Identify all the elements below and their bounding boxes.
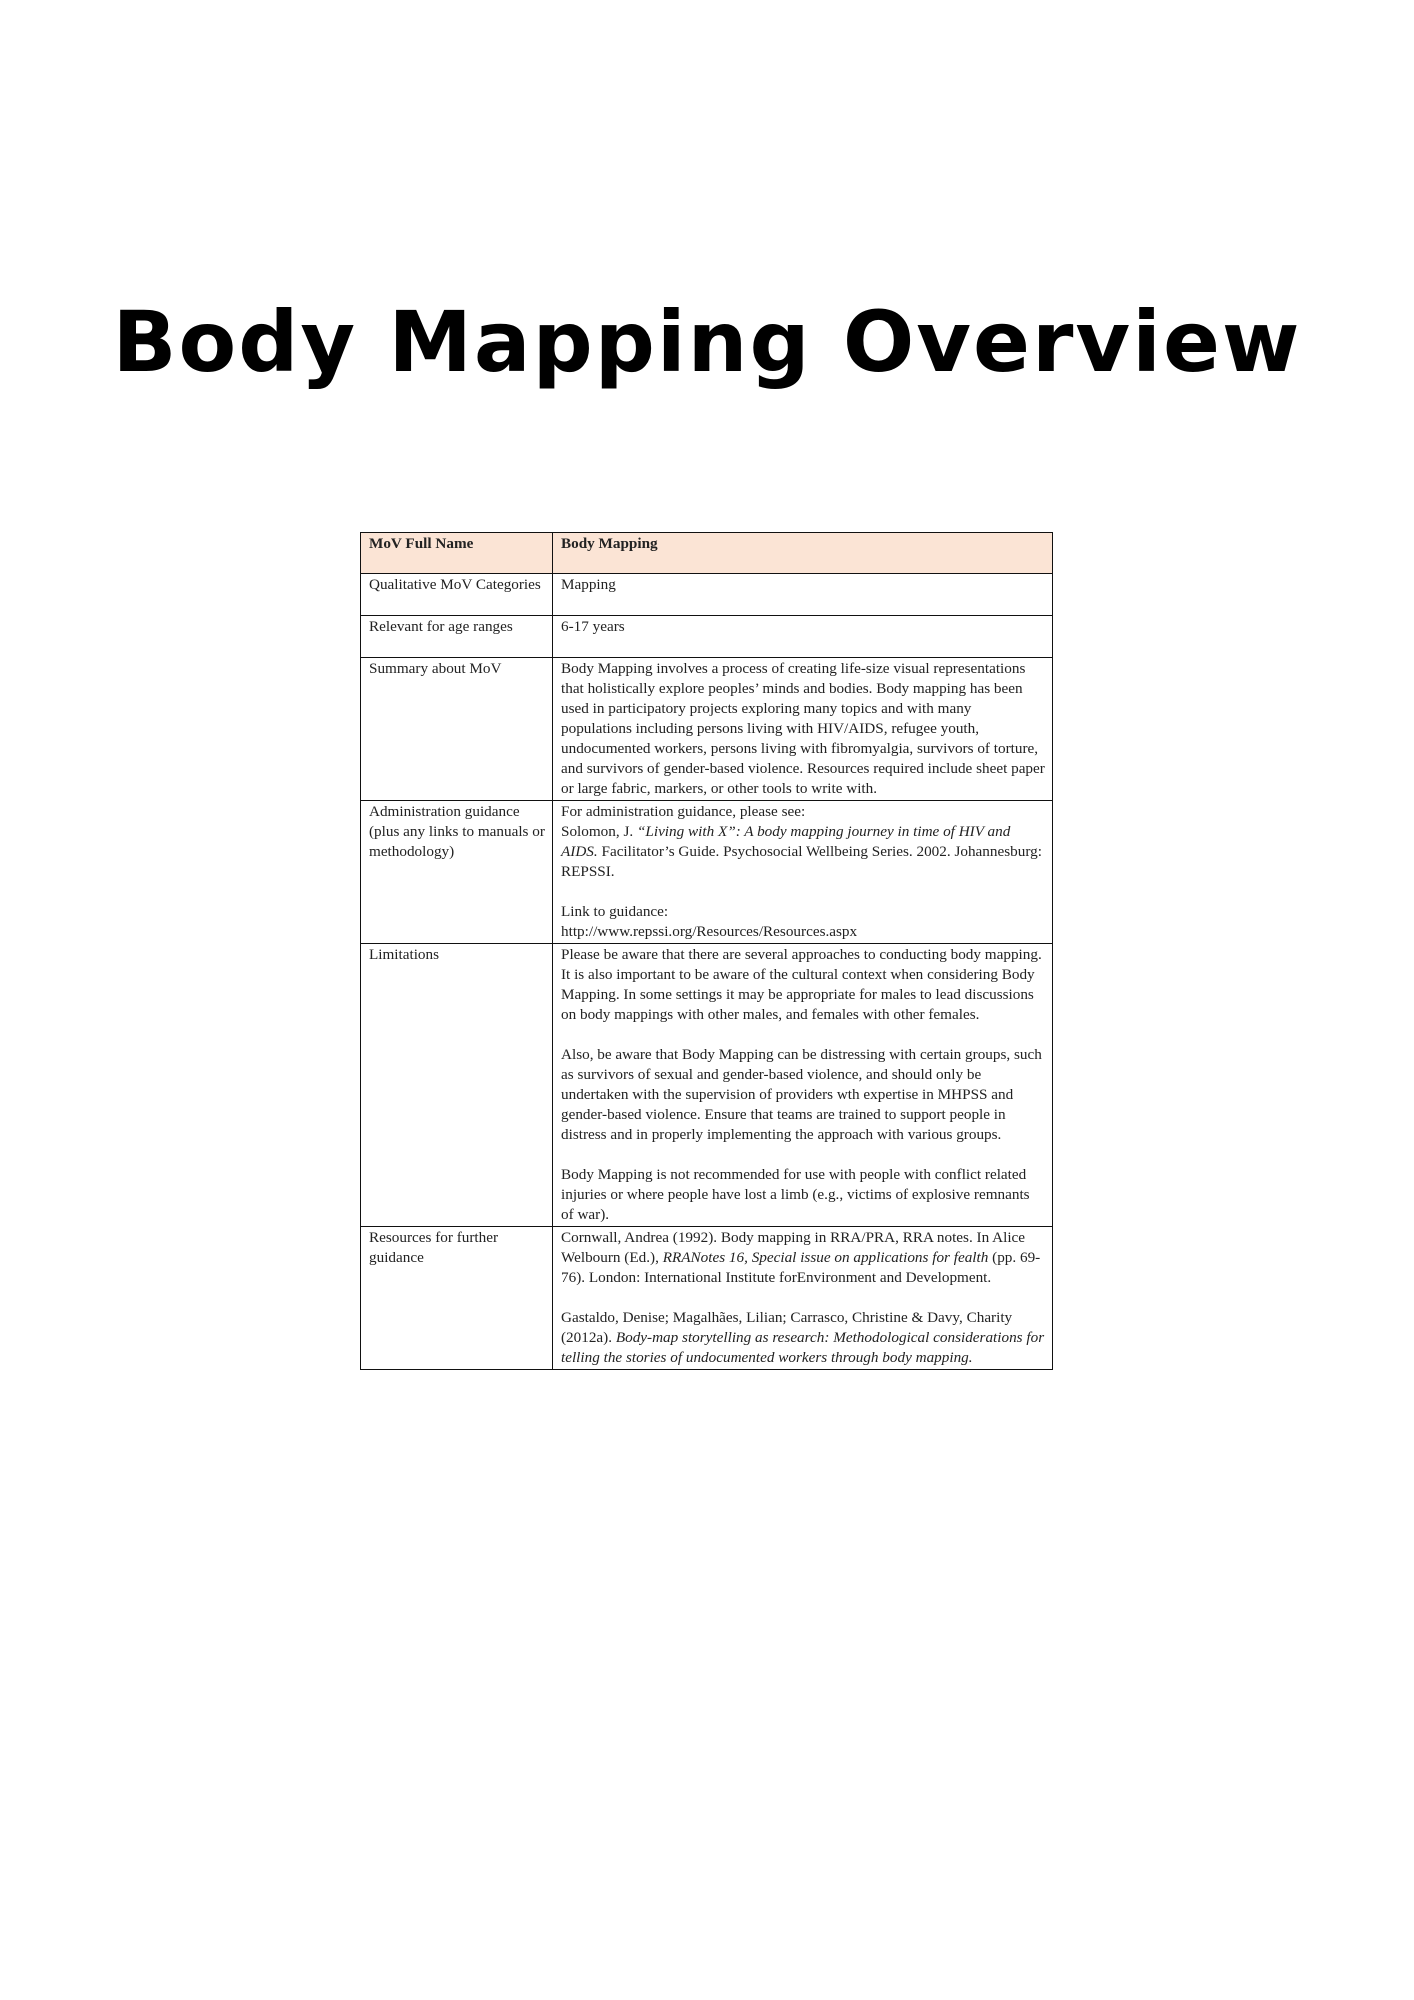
resources-reference-1 (561, 1228, 1046, 1288)
limitations-label: Limitations (361, 944, 553, 1227)
mov-table (360, 532, 1053, 1370)
limitations-paragraph: Please be aware that there are several approaches to conducting body mapping. It is also important to be aware of the cultural context when considering Body Mapping. In some settings it may be appropriate for males to lead discussions on body mappings with other males, and females with other females. (561, 946, 1042, 1023)
resources-ref1-text-b: (pp. 69-76). London: International Institute forEnvironment and Development. (561, 1249, 1041, 1286)
resources-ref2-text-a: Gastaldo, Denise; Magalhães, Lilian; Carrasco, Christine & Davy, Charity (2012a). (561, 1309, 1013, 1346)
table-header-row (361, 533, 1053, 574)
table-row-age (361, 616, 1053, 658)
administration-intro: For administration guidance, please see: (561, 803, 806, 820)
table-row-categories (361, 574, 1053, 616)
limitations-paragraph: Also, be aware that Body Mapping can be distressing with certain groups, such as survivors of sexual and gender-based violence, and should only be undertaken with the supervision of providers wth expertise in MHPSS and gender-based violence. Ensure that teams are trained to support people in distress and in properly implementing the approach with various groups. (561, 1046, 1042, 1143)
administration-label: Administration guidance (plus any links to manuals or methodology) (361, 801, 553, 944)
page-title: Body Mapping Overview (112, 293, 1302, 391)
header-value-cell: Body Mapping (553, 533, 1053, 574)
table-row-resources (361, 1227, 1053, 1370)
resources-ref2-italic: Body-map storytelling as research: Methodological considerations for telling the stories of undocumented workers through body mapping. (561, 1329, 1045, 1366)
age-value: 6-17 years (553, 616, 1053, 658)
resources-ref1-text-a: Cornwall, Andrea (1992). Body mapping in RRA/PRA, RRA notes. In Alice Welbourn (Ed.), (561, 1229, 1026, 1266)
administration-ref-rest: Facilitator’s Guide. Psychosocial Wellbeing Series. 2002. Johannesburg: REPSSI. (561, 843, 1042, 880)
categories-label: Qualitative MoV Categories (361, 574, 553, 616)
categories-value: Mapping (553, 574, 1053, 616)
administration-value (553, 801, 1053, 944)
age-label: Relevant for age ranges (361, 616, 553, 658)
administration-link[interactable]: http://www.repssi.org/Resources/Resources.aspx (561, 923, 858, 940)
resources-label: Resources for further guidance (361, 1227, 553, 1370)
limitations-paragraph: Body Mapping is not recommended for use with people with conflict related injuries or where people have lost a limb (e.g., victims of explosive remnants of war). (561, 1166, 1030, 1223)
resources-value (553, 1227, 1053, 1370)
table-row-administration (361, 801, 1053, 944)
limitations-value (553, 944, 1053, 1227)
administration-ref-title: “Living with X”: A body mapping journey in time of HIV and AIDS. (561, 823, 1011, 860)
summary-value: Body Mapping involves a process of creating life-size visual representations that holistically explore peoples’ minds and bodies. Body mapping has been used in participatory projects exploring many topics and with many populations including persons living with HIV/AIDS, refugee youth, undocumented workers, persons living with fibromyalgia, survivors of torture, and survivors of gender-based violence. Resources required include sheet paper or large fabric, markers, or other tools to write with. (553, 658, 1053, 801)
administration-reference (561, 822, 1046, 882)
administration-ref-author: Solomon, J. (561, 823, 637, 840)
resources-reference-2 (561, 1308, 1046, 1368)
administration-link-label: Link to guidance: (561, 903, 669, 920)
summary-label: Summary about MoV (361, 658, 553, 801)
resources-ref1-italic: RRANotes 16, Special issue on applications for fealth (662, 1249, 989, 1266)
table-row-summary (361, 658, 1053, 801)
header-label-cell: MoV Full Name (361, 533, 553, 574)
table-row-limitations (361, 944, 1053, 1227)
